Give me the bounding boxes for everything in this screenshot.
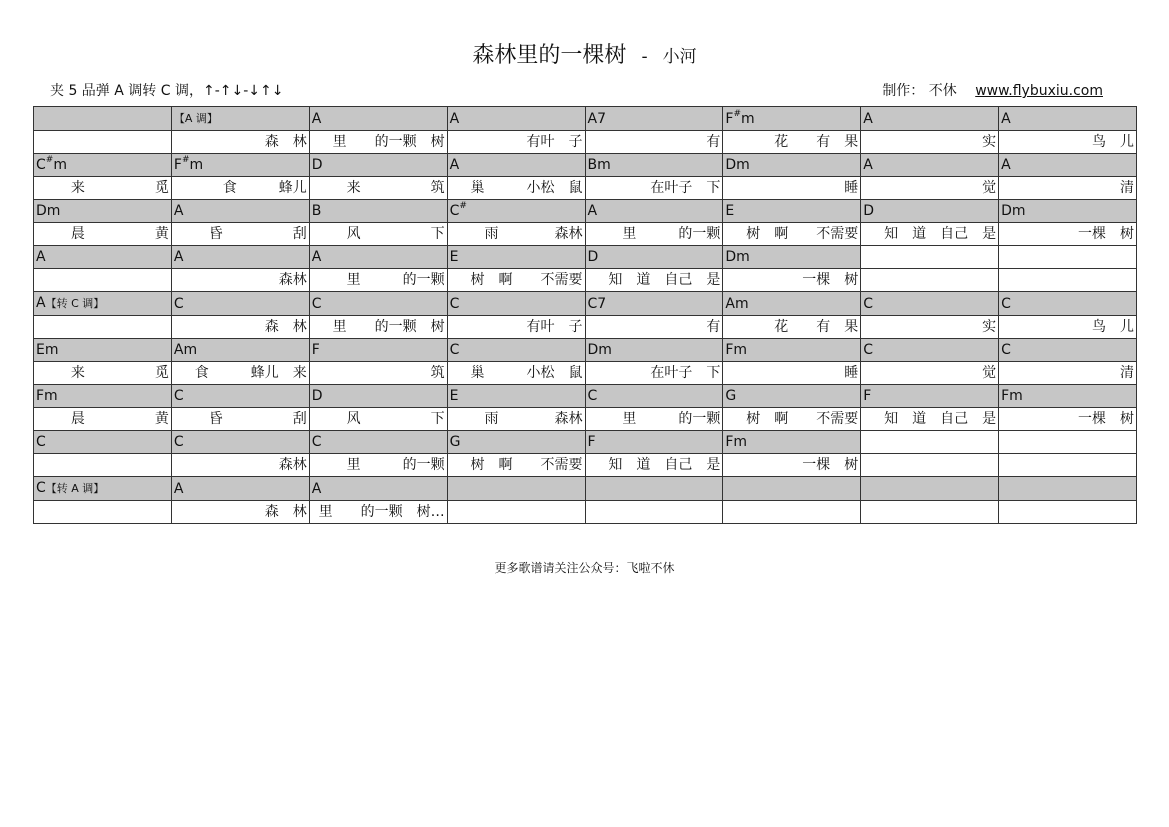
lyric-cell: 雨 森林 [447,223,585,246]
chord-cell [861,339,999,362]
chord-cell [861,385,999,408]
chord-cell [447,431,585,454]
chord-root: Dm [725,157,750,173]
chord-cell [861,154,999,177]
sharp-sign: # [181,155,190,166]
chord-cell [447,477,585,501]
lyric-cell: 晨 黄 [34,223,172,246]
lyric-cell: 有 [585,316,723,339]
chord-cell [309,292,447,316]
website-link[interactable]: www.flybuxiu.com [975,83,1103,99]
lyric-cell: 里 的一颗 [309,454,447,477]
sharp-sign: # [459,201,467,212]
chord-root: Fm [725,342,748,358]
chord-row [34,385,1137,408]
chord-root: Am [725,295,749,312]
chord-row [34,431,1137,454]
chord-root: C [587,388,598,404]
chord-row [34,107,1137,131]
chord-cell [999,385,1137,408]
chord-root: C [173,434,184,450]
chord-cell [447,154,585,177]
chord-cell [34,292,172,316]
chord-row [34,246,1137,269]
chord-cell [447,246,585,269]
chord-cell [861,107,999,131]
lyric-cell: 里 的一颗 [309,269,447,292]
chord-cell [309,431,447,454]
lyric-cell: 食 蜂儿 来 [171,362,309,385]
chord-row [34,154,1137,177]
lyric-cell: 有 [585,131,723,154]
lyric-cell: 一棵 树 [723,454,861,477]
lyric-cell: 里 的一颗 [585,223,723,246]
chord-root: C [311,434,322,450]
chord-cell [585,385,723,408]
lyric-cell [861,269,999,292]
lyric-cell: 知 道 自己 是 [861,408,999,431]
credits [882,80,1103,100]
lyric-cell [34,269,172,292]
chord-root: A [36,249,46,265]
lyric-cell: 巢 小松 鼠 [447,362,585,385]
chord-cell [585,200,723,223]
chord-root: D [587,249,599,265]
lyric-cell: 来 觅 [34,362,172,385]
chord-cell [999,246,1137,269]
chord-root: A [311,480,322,497]
chord-cell [585,339,723,362]
chord-root: A [36,295,46,311]
lyric-cell: 巢 小松 鼠 [447,177,585,200]
lyric-cell: 花 有 果 [723,316,861,339]
lyric-cell: 一棵 树 [999,408,1137,431]
chord-cell [999,339,1137,362]
chord-cell [999,107,1137,131]
song-title: 森林里的一棵树 [472,43,627,68]
chord-sheet-body [34,107,1137,524]
chord-root: G [449,434,461,450]
chord-root: D [311,157,323,173]
chord-row [34,477,1137,501]
lyric-row [34,316,1137,339]
chord-cell [861,292,999,316]
lyric-cell [34,316,172,339]
chord-root: C [449,342,460,358]
chord-cell [723,431,861,454]
chord-root: G [725,388,737,404]
chord-cell [309,477,447,501]
chord-root: C [1001,295,1011,312]
chord-root: A [449,110,460,127]
chord-root: E [725,203,735,219]
chord-root: C [311,295,322,312]
lyric-cell [34,501,172,524]
chord-root: A [587,203,598,219]
lyric-cell: 森林 [171,454,309,477]
chord-cell [999,431,1137,454]
chord-root: F [863,388,872,404]
lyric-cell [723,501,861,524]
chord-root: C [36,480,46,496]
lyric-cell [999,454,1137,477]
chord-cell [585,246,723,269]
chord-root: A [173,249,184,265]
lyric-cell: 树 啊 不需要 [447,454,585,477]
chord-cell [447,292,585,316]
chord-root: C [449,295,460,312]
chord-cell [723,292,861,316]
chord-cell [585,477,723,501]
chord-cell [723,107,861,131]
chord-root: A [863,110,873,127]
lyric-cell: 实 [861,131,999,154]
chord-cell [34,339,172,362]
title-separator: - [641,47,648,67]
chord-root: Fm [725,434,748,450]
chord-cell [585,107,723,131]
lyric-cell: 雨 森林 [447,408,585,431]
chord-root: E [449,249,459,265]
maker-name: 不休 [928,83,957,99]
chord-cell [723,154,861,177]
lyric-cell: 睡 [723,177,861,200]
lyric-cell: 一棵 树 [723,269,861,292]
chord-root: F [173,157,182,173]
lyric-cell [999,501,1137,524]
lyric-cell: 觉 [861,362,999,385]
chord-root: F [311,342,320,358]
lyric-cell: 有叶 子 [447,131,585,154]
chord-cell [309,154,447,177]
chord-cell [585,154,723,177]
lyric-cell [861,501,999,524]
lyric-cell: 鸟 儿 [999,131,1137,154]
chord-cell [585,292,723,316]
lyric-cell [34,454,172,477]
chord-cell [999,154,1137,177]
chord-root: Bm [587,157,611,173]
lyric-cell: 觉 [861,177,999,200]
sharp-sign: # [733,108,741,119]
lyric-cell: 里 的一颗 树 [309,131,447,154]
lyric-cell: 里 的一颗 树 [309,316,447,339]
chord-cell [447,385,585,408]
chord-root: D [863,203,875,219]
lyric-cell: 昏 刮 [171,408,309,431]
chord-root: E [449,388,459,404]
chord-root: A [173,203,184,219]
chord-root: A [311,110,322,127]
chord-root: A [1001,157,1011,173]
lyric-row [34,362,1137,385]
lyric-cell: 昏 刮 [171,223,309,246]
lyric-cell: 知 道 自己 是 [861,223,999,246]
chord-cell [34,154,172,177]
lyric-cell: 实 [861,316,999,339]
song-title-line [0,38,1169,69]
chord-root: C [173,388,184,404]
chord-root: C [863,342,874,358]
lyric-cell: 一棵 树 [999,223,1137,246]
chord-root: A7 [587,110,606,127]
chord-cell [171,200,309,223]
key-change-note: 【A 调】 [173,112,218,125]
lyric-cell: 睡 [723,362,861,385]
lyric-cell [861,454,999,477]
chord-cell [861,477,999,501]
chord-cell [447,200,585,223]
chord-cell [309,107,447,131]
chord-root: F [587,434,596,450]
chord-cell [309,385,447,408]
chord-root: Dm [1001,203,1026,219]
chord-cell [723,477,861,501]
lyric-cell: 树 啊 不需要 [723,408,861,431]
chord-cell [34,200,172,223]
chord-cell [999,477,1137,501]
lyric-cell: 来 筑 [309,177,447,200]
lyric-cell: 里 的一颗 [585,408,723,431]
chord-cell [171,477,309,501]
lyric-cell: 森林 [171,269,309,292]
chord-row [34,292,1137,316]
lyric-cell: 森 林 [171,501,309,524]
lyric-cell: 在叶子 下 [585,362,723,385]
chord-cell [309,246,447,269]
chord-cell [34,385,172,408]
chord-cell [34,107,172,131]
lyric-cell: 风 下 [309,223,447,246]
lyric-row [34,501,1137,524]
lyric-cell [585,501,723,524]
chord-root: A [173,480,184,497]
key-change-note: 【转 A 调】 [45,482,105,495]
chord-root: A [449,157,460,173]
artist-name: 小河 [662,47,697,67]
chord-root: Dm [725,249,750,265]
chord-row [34,339,1137,362]
chord-root: C [449,203,460,219]
chord-cell [34,477,172,501]
lyric-cell [999,269,1137,292]
lyric-row [34,408,1137,431]
chord-cell [171,107,309,131]
lyric-cell: 在叶子 下 [585,177,723,200]
chord-cell [861,431,999,454]
lyric-row [34,223,1137,246]
lyric-cell: 来 觅 [34,177,172,200]
lyric-cell: 知 道 自己 是 [585,269,723,292]
chord-root: Dm [587,342,612,358]
chord-root: C [36,157,46,173]
lyric-cell: 树 啊 不需要 [723,223,861,246]
lyric-cell: 食 蜂儿 [171,177,309,200]
chord-root: C [36,434,46,450]
footer-note: 更多歌谱请关注公众号：飞啦不休 [494,561,675,575]
chord-cell [34,431,172,454]
chord-root: C [1001,342,1011,358]
chord-cell [309,339,447,362]
lyric-cell: 知 道 自己 是 [585,454,723,477]
lyric-cell: 清 [999,177,1137,200]
lyric-cell: 树 啊 不需要 [447,269,585,292]
lyric-cell: 筑 [309,362,447,385]
lyric-cell: 清 [999,362,1137,385]
lyric-row [34,131,1137,154]
chord-cell [171,154,309,177]
chord-cell [171,339,309,362]
chord-root: Am [173,342,198,358]
chord-root: B [311,203,322,219]
chord-cell [723,339,861,362]
chord-cell [723,246,861,269]
chord-cell [999,200,1137,223]
lyric-cell: 里 的一颗 树… [309,501,447,524]
chord-suffix: m [53,157,67,173]
chord-root: A [1001,110,1011,127]
chord-cell [171,385,309,408]
lyric-row [34,177,1137,200]
chord-cell [861,200,999,223]
chord-cell [171,292,309,316]
chord-root: F [725,110,734,127]
chord-cell [999,292,1137,316]
chord-root: Em [36,342,59,358]
lyric-cell [447,501,585,524]
lyric-cell: 森 林 [171,131,309,154]
capo-info: 夹 5 品弹 A 调转 C 调，↑-↑↓-↓↑↓ [50,83,284,99]
chord-root: Dm [36,203,61,219]
lyric-cell: 风 下 [309,408,447,431]
chord-suffix: m [189,157,204,173]
chord-root: C7 [587,295,607,312]
lyric-row [34,454,1137,477]
chord-cell [309,200,447,223]
lyric-cell: 森 林 [171,316,309,339]
chord-root: C [173,295,184,312]
sharp-sign: # [45,155,54,166]
chord-cell [723,200,861,223]
chord-suffix: m [740,110,755,127]
lyric-row [34,269,1137,292]
lyric-cell: 鸟 儿 [999,316,1137,339]
chord-cell [34,246,172,269]
chord-cell [447,107,585,131]
lyric-cell: 有叶 子 [447,316,585,339]
key-change-note: 【转 C 调】 [45,297,105,310]
lyric-cell: 花 有 果 [723,131,861,154]
chord-cell [171,246,309,269]
lyric-cell [34,131,172,154]
chord-root: Fm [36,388,58,404]
maker-label: 制作： [882,83,925,99]
chord-cell [723,385,861,408]
chord-cell [861,246,999,269]
lyric-cell: 晨 黄 [34,408,172,431]
chord-sheet-table [33,106,1137,524]
chord-cell [171,431,309,454]
chord-root: C [863,295,874,312]
chord-root: A [311,249,322,265]
chord-root: D [311,388,323,404]
chord-root: Fm [1001,388,1023,404]
chord-row [34,200,1137,223]
chord-root: A [863,157,873,173]
chord-cell [447,339,585,362]
chord-cell [585,431,723,454]
